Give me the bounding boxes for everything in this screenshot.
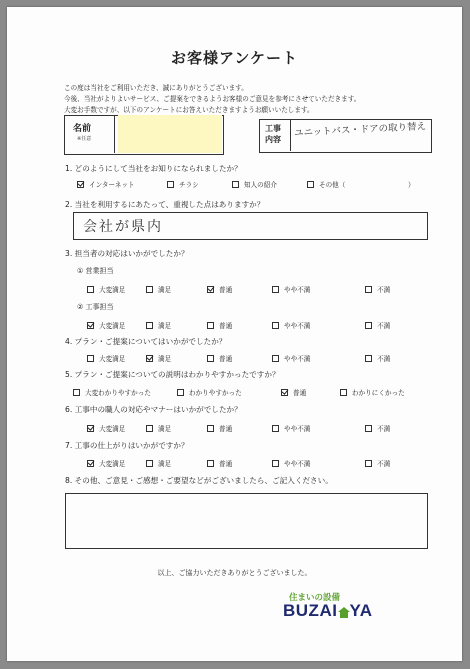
q6-satisfied[interactable]: 満足 <box>146 423 171 433</box>
work-label-1: 工事 <box>265 124 281 133</box>
checkbox[interactable] <box>272 322 279 329</box>
question-7: 7. 工事の仕上がりはいかがですか？ <box>65 441 189 450</box>
q6-very-satisfied[interactable]: 大変満足 <box>87 423 125 433</box>
name-divider <box>114 115 115 153</box>
q3-sales-slightly-dissatisfied[interactable]: やや不満 <box>272 284 310 294</box>
checkbox[interactable] <box>146 322 153 329</box>
q7-satisfied[interactable]: 満足 <box>146 458 171 468</box>
q3-construction-very-satisfied[interactable]: 大変満足 <box>87 320 125 330</box>
checkbox[interactable] <box>146 286 153 293</box>
checkbox[interactable] <box>207 460 214 467</box>
checkbox[interactable] <box>177 389 184 396</box>
work-label-2: 内容 <box>265 135 281 144</box>
q6-slightly-dissatisfied[interactable]: やや不満 <box>272 423 310 433</box>
q1-option-flyer[interactable]: チラシ <box>167 179 199 189</box>
checkbox[interactable] <box>365 322 372 329</box>
q3-construction-satisfied[interactable]: 満足 <box>146 320 171 330</box>
checkbox[interactable] <box>146 460 153 467</box>
q7-very-satisfied[interactable]: 大変満足 <box>87 458 125 468</box>
question-3: 3. 担当者の対応はいかがでしたか？ <box>65 249 189 258</box>
question-2: 2. 当社を利用するにあたって、重視した点はありますか？ <box>65 200 265 209</box>
question-4: 4. プラン・ご提案についてはいかがでしたか？ <box>65 337 227 346</box>
q3-construction-dissatisfied[interactable]: 不満 <box>365 320 390 330</box>
q4-slightly-dissatisfied[interactable]: やや不満 <box>272 353 310 363</box>
checkbox[interactable] <box>207 355 214 362</box>
q7-dissatisfied[interactable]: 不満 <box>365 458 390 468</box>
question-5: 5. プラン・ご提案についての説明はわかりやすかったですか？ <box>65 370 280 379</box>
q7-normal[interactable]: 普通 <box>207 458 232 468</box>
page-title: お客様アンケート <box>170 49 299 67</box>
q1-option-internet[interactable]: インターネット <box>77 179 135 189</box>
intro-line-2: 今後、当社がよりよいサービス、ご提案をできるようお客様のご意見を参考にさせていただきます。 <box>64 95 361 103</box>
checkbox[interactable] <box>87 355 94 362</box>
checkbox[interactable] <box>146 425 153 432</box>
checkbox[interactable] <box>207 425 214 432</box>
q1-other-close: ） <box>408 181 415 189</box>
checkbox[interactable] <box>272 460 279 467</box>
checkbox[interactable] <box>87 286 94 293</box>
q5-unclear[interactable]: わかりにくかった <box>340 387 405 397</box>
name-optional-note: ※任意 <box>77 136 92 142</box>
question-1: 1. どのようにして当社をお知りになられましたか？ <box>65 164 242 173</box>
q7-slightly-dissatisfied[interactable]: やや不満 <box>272 458 310 468</box>
q3-construction-label: ② 工事担当 <box>77 303 114 311</box>
checkbox-checked[interactable] <box>87 460 94 467</box>
q5-very-clear[interactable]: 大変わかりやすかった <box>73 387 151 397</box>
house-icon <box>338 607 348 617</box>
work-content-value[interactable]: ユニットバス・ドアの取り替え <box>293 121 427 139</box>
q3-construction-slightly-dissatisfied[interactable]: やや不満 <box>272 320 310 330</box>
checkbox[interactable] <box>272 355 279 362</box>
q3-sales-label: ① 営業担当 <box>77 267 114 275</box>
checkbox-checked[interactable] <box>146 355 153 362</box>
buzaiya-logo: BUZAI YA <box>283 601 373 620</box>
checkbox-checked[interactable] <box>77 181 84 188</box>
checkbox[interactable] <box>365 286 372 293</box>
q4-dissatisfied[interactable]: 不満 <box>365 353 390 363</box>
q3-sales-dissatisfied[interactable]: 不満 <box>365 284 390 294</box>
intro-line-3: 大変お手数ですが、以下のアンケートにお答えいただきますようお願いいたします。 <box>64 106 314 114</box>
checkbox[interactable] <box>307 181 314 188</box>
q4-satisfied[interactable]: 満足 <box>146 353 171 363</box>
name-label: 名前 <box>73 124 92 134</box>
checkbox[interactable] <box>272 286 279 293</box>
q2-answer: 会社が県内 <box>83 219 163 235</box>
q5-normal[interactable]: 普通 <box>281 387 306 397</box>
checkbox[interactable] <box>167 181 174 188</box>
intro-line-1: この度は当社をご利用いただき、誠にありがとうございます。 <box>64 84 248 92</box>
checkbox[interactable] <box>232 181 239 188</box>
q1-option-referral[interactable]: 知人の紹介 <box>232 179 277 189</box>
question-8: 8. その他、ご意見・ご感想・ご要望などがございましたら、ご記入ください。 <box>65 476 333 485</box>
q4-normal[interactable]: 普通 <box>207 353 232 363</box>
q6-dissatisfied[interactable]: 不満 <box>365 423 390 433</box>
checkbox[interactable] <box>340 389 347 396</box>
checkbox[interactable] <box>365 460 372 467</box>
checkbox-checked[interactable] <box>281 389 288 396</box>
q3-sales-satisfied[interactable]: 満足 <box>146 284 171 294</box>
q4-very-satisfied[interactable]: 大変満足 <box>87 353 125 363</box>
checkbox[interactable] <box>365 425 372 432</box>
checkbox[interactable] <box>272 425 279 432</box>
checkbox[interactable] <box>73 389 80 396</box>
q5-clear[interactable]: わかりやすかった <box>177 387 242 397</box>
checkbox-checked[interactable] <box>207 286 214 293</box>
q8-comment-box[interactable] <box>65 493 428 549</box>
q3-construction-normal[interactable]: 普通 <box>207 320 232 330</box>
q3-sales-very-satisfied[interactable]: 大変満足 <box>87 284 125 294</box>
checkbox[interactable] <box>365 355 372 362</box>
q3-sales-normal[interactable]: 普通 <box>207 284 232 294</box>
checkbox-checked[interactable] <box>87 425 94 432</box>
logo-tagline: 住まいの設備 <box>289 593 341 603</box>
checkbox[interactable] <box>207 322 214 329</box>
question-6: 6. 工事中の職人の対応やマナーはいかがでしたか？ <box>65 405 242 414</box>
survey-sheet <box>7 7 462 661</box>
q6-normal[interactable]: 普通 <box>207 423 232 433</box>
checkbox-checked[interactable] <box>87 322 94 329</box>
work-divider <box>290 119 291 151</box>
q1-option-other[interactable]: その他（ <box>307 179 345 189</box>
name-field[interactable] <box>118 115 222 153</box>
footer-thanks: 以上、ご協力いただきありがとうございました。 <box>157 569 312 577</box>
